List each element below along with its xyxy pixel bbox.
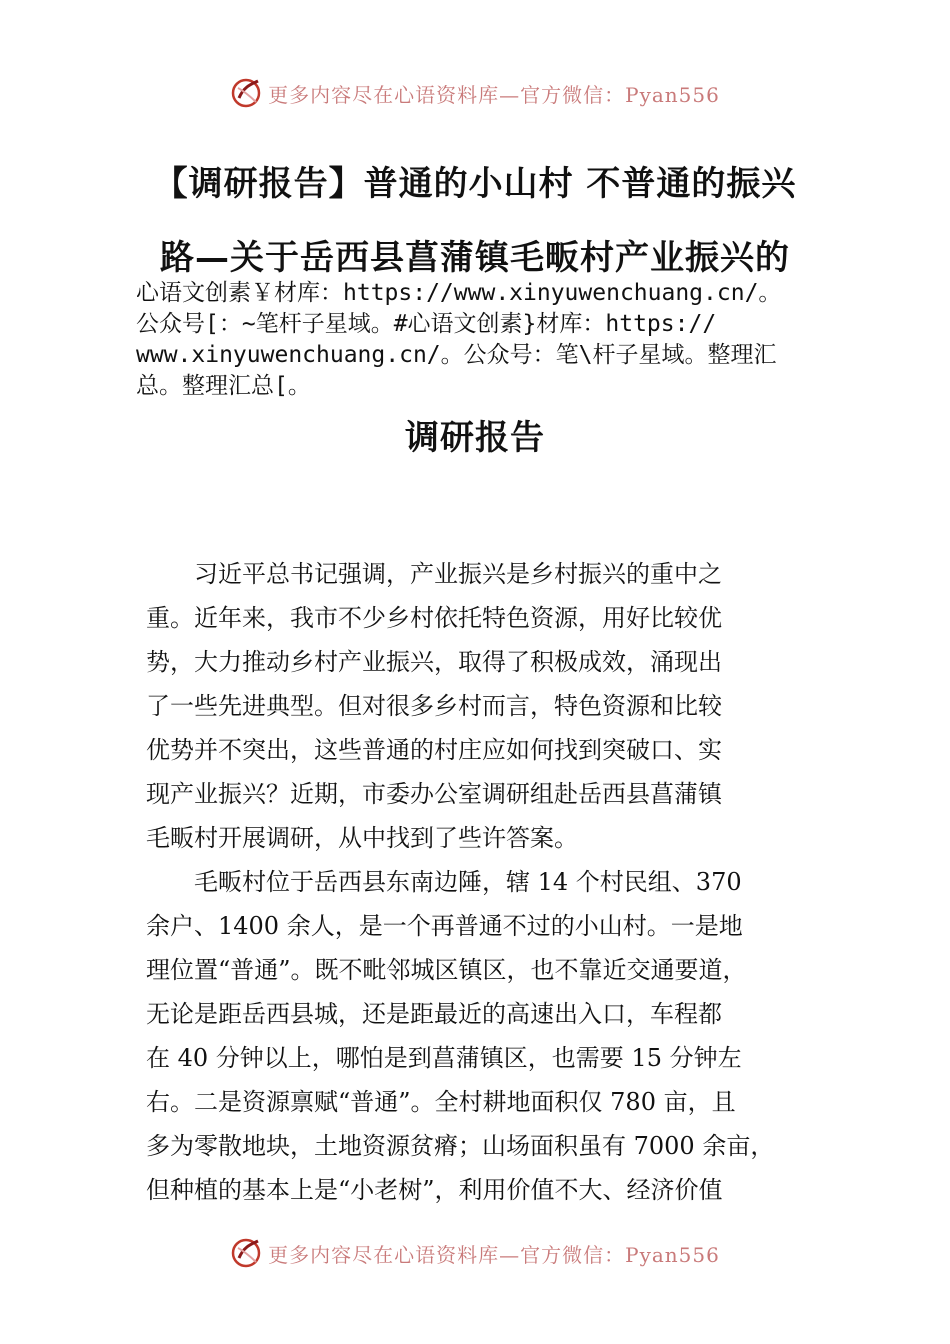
text-line: 右。二是资源禀赋“普通”。全村耕地面积仅 780 亩，且 (146, 1088, 736, 1116)
text-line: 理位置“普通”。既不毗邻城区镇区，也不靠近交通要道， (146, 956, 747, 984)
footer-banner (0, 1233, 950, 1273)
text-line: 无论是距岳西县城，还是距最近的高速出入口，车程都 (146, 1000, 722, 1028)
text-line: 优势并不突出，这些普通的村庄应如何找到突破口、实 (146, 736, 722, 764)
text-line: 但种植的基本上是“小老树”，利用价值不大、经济价值 (146, 1176, 723, 1204)
text-line: 势，大力推动乡村产业振兴，取得了积极成效，涌现出 (146, 648, 722, 676)
text-line: 毛畈村开展调研，从中找到了些许答案。 (146, 824, 578, 852)
header-banner-text: 更多内容尽在心语资料库—官方微信：Pyan556 (268, 82, 720, 107)
text-line: 现产业振兴？近期，市委办公室调研组赴岳西县菖蒲镇 (146, 780, 722, 808)
text-line: 多为零散地块，土地资源贫瘠；山场面积虽有 7000 余亩， (146, 1132, 775, 1160)
text-line: 毛畈村位于岳西县东南边陲，辖 14 个村民组、370 (146, 868, 742, 896)
paragraph-2 (146, 860, 816, 1212)
text-line: 在 40 分钟以上，哪怕是到菖蒲镇区，也需要 15 分钟左 (146, 1044, 742, 1072)
overlay-text (136, 278, 836, 402)
overlay-line: www.xinyuwenchuang.cn/。公众号：笔\杆子星域。整理汇 (136, 342, 777, 368)
title-line-1: 【调研报告】普通的小山村 不普通的振兴 (153, 164, 797, 204)
title-line-3: 调研报告 (405, 418, 545, 458)
logo-icon (230, 1236, 264, 1270)
text-line: 重。近年来，我市不少乡村依托特色资源，用好比较优 (146, 604, 722, 632)
footer-banner-text: 更多内容尽在心语资料库—官方微信：Pyan556 (268, 1242, 720, 1267)
overlay-line: 心语文创素￥材库：https://www.xinyuwenchuang.cn/。 (136, 280, 782, 306)
header-banner (0, 73, 950, 113)
title-line-2: 路—关于岳西县菖蒲镇毛畈村产业振兴的 (160, 238, 790, 278)
text-line: 余户、1400 余人，是一个再普通不过的小山村。一是地 (146, 912, 743, 940)
text-line: 了一些先进典型。但对很多乡村而言，特色资源和比较 (146, 692, 722, 720)
overlay-line: 公众号[：~笔杆子星域。#心语文创素}材库：https:// (136, 311, 717, 337)
text-line: 习近平总书记强调，产业振兴是乡村振兴的重中之 (146, 560, 722, 588)
paragraph-1 (146, 552, 816, 860)
overlay-line: 总。整理汇总[。 (136, 373, 311, 399)
logo-icon (230, 76, 264, 110)
